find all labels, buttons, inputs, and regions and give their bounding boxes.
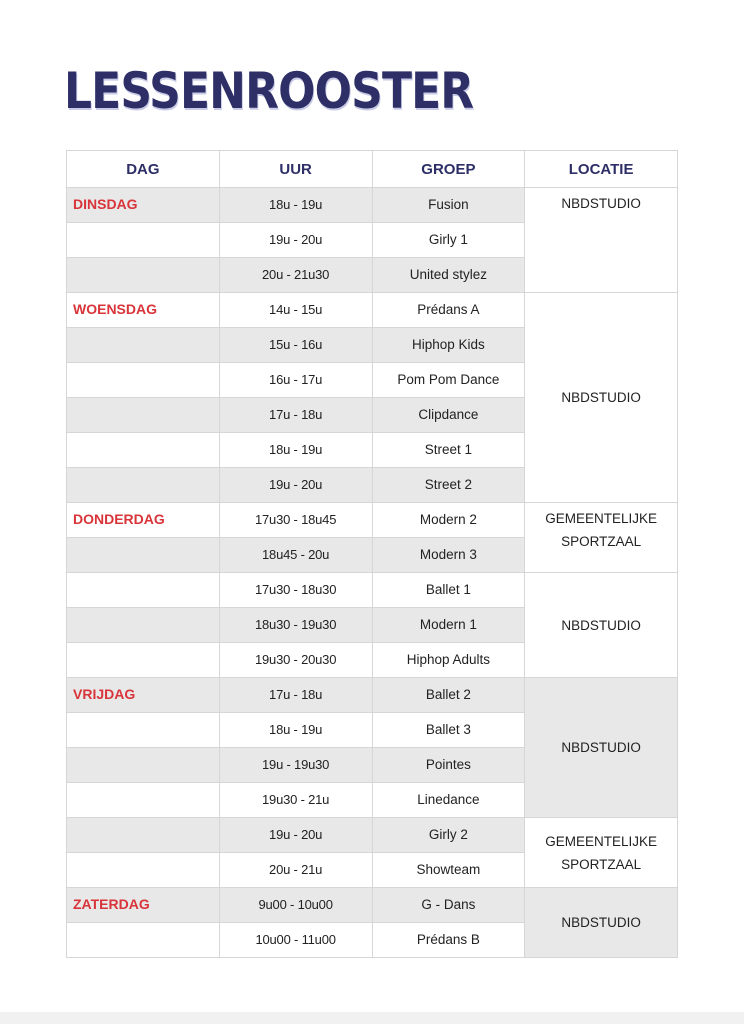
day-cell (67, 328, 220, 363)
time-cell: 19u30 - 21u (219, 783, 372, 818)
time-cell: 20u - 21u (219, 853, 372, 888)
day-cell (67, 433, 220, 468)
group-cell: Modern 3 (372, 538, 525, 573)
group-cell: Ballet 3 (372, 713, 525, 748)
header-groep: GROEP (372, 151, 525, 188)
page-bottom-edge (0, 1012, 744, 1024)
time-cell: 19u - 20u (219, 223, 372, 258)
time-cell: 19u - 20u (219, 818, 372, 853)
day-cell (67, 573, 220, 608)
day-cell: DONDERDAG (67, 503, 220, 538)
table-row (67, 188, 678, 223)
time-cell: 17u - 18u (219, 398, 372, 433)
group-cell: Prédans A (372, 293, 525, 328)
location-cell: NBDSTUDIO (525, 888, 678, 958)
location-cell: GEMEENTELIJKE SPORTZAAL (525, 503, 678, 573)
day-cell: ZATERDAG (67, 888, 220, 923)
group-cell: United stylez (372, 258, 525, 293)
time-cell: 10u00 - 11u00 (219, 923, 372, 958)
table-row (67, 818, 678, 853)
time-cell: 18u - 19u (219, 713, 372, 748)
location-cell: NBDSTUDIO (525, 293, 678, 503)
time-cell: 17u30 - 18u30 (219, 573, 372, 608)
time-cell: 19u - 19u30 (219, 748, 372, 783)
group-cell: Pointes (372, 748, 525, 783)
group-cell: Hiphop Kids (372, 328, 525, 363)
location-cell: NBDSTUDIO (525, 573, 678, 678)
time-cell: 20u - 21u30 (219, 258, 372, 293)
time-cell: 9u00 - 10u00 (219, 888, 372, 923)
day-cell (67, 923, 220, 958)
table-row (67, 503, 678, 538)
table-row (67, 678, 678, 713)
time-cell: 14u - 15u (219, 293, 372, 328)
page-title: LESSENROOSTER (64, 62, 474, 120)
group-cell: Fusion (372, 188, 525, 223)
day-cell (67, 608, 220, 643)
table-row (67, 888, 678, 923)
time-cell: 18u45 - 20u (219, 538, 372, 573)
group-cell: Ballet 1 (372, 573, 525, 608)
time-cell: 17u30 - 18u45 (219, 503, 372, 538)
time-cell: 18u - 19u (219, 433, 372, 468)
group-cell: Modern 2 (372, 503, 525, 538)
day-cell (67, 223, 220, 258)
day-cell (67, 468, 220, 503)
location-cell: NBDSTUDIO (525, 188, 678, 293)
day-cell (67, 748, 220, 783)
header-uur: UUR (219, 151, 372, 188)
table-row (67, 573, 678, 608)
group-cell: Street 2 (372, 468, 525, 503)
time-cell: 16u - 17u (219, 363, 372, 398)
time-cell: 15u - 16u (219, 328, 372, 363)
time-cell: 18u - 19u (219, 188, 372, 223)
time-cell: 19u - 20u (219, 468, 372, 503)
day-cell (67, 538, 220, 573)
day-cell (67, 643, 220, 678)
day-cell (67, 818, 220, 853)
time-cell: 19u30 - 20u30 (219, 643, 372, 678)
header-locatie: LOCATIE (525, 151, 678, 188)
day-cell: DINSDAG (67, 188, 220, 223)
group-cell: Pom Pom Dance (372, 363, 525, 398)
location-cell: GEMEENTELIJKE SPORTZAAL (525, 818, 678, 888)
day-cell (67, 363, 220, 398)
day-cell (67, 398, 220, 433)
group-cell: Linedance (372, 783, 525, 818)
time-cell: 18u30 - 19u30 (219, 608, 372, 643)
day-cell (67, 258, 220, 293)
table-row (67, 293, 678, 328)
group-cell: Girly 1 (372, 223, 525, 258)
location-cell: NBDSTUDIO (525, 678, 678, 818)
day-cell: VRIJDAG (67, 678, 220, 713)
time-cell: 17u - 18u (219, 678, 372, 713)
group-cell: Showteam (372, 853, 525, 888)
day-cell (67, 853, 220, 888)
header-dag: DAG (67, 151, 220, 188)
group-cell: Prédans B (372, 923, 525, 958)
day-cell: WOENSDAG (67, 293, 220, 328)
group-cell: Ballet 2 (372, 678, 525, 713)
group-cell: Modern 1 (372, 608, 525, 643)
group-cell: Hiphop Adults (372, 643, 525, 678)
table-header-row (67, 151, 678, 188)
group-cell: Girly 2 (372, 818, 525, 853)
schedule-table (66, 150, 678, 958)
group-cell: G - Dans (372, 888, 525, 923)
group-cell: Clipdance (372, 398, 525, 433)
day-cell (67, 713, 220, 748)
group-cell: Street 1 (372, 433, 525, 468)
day-cell (67, 783, 220, 818)
